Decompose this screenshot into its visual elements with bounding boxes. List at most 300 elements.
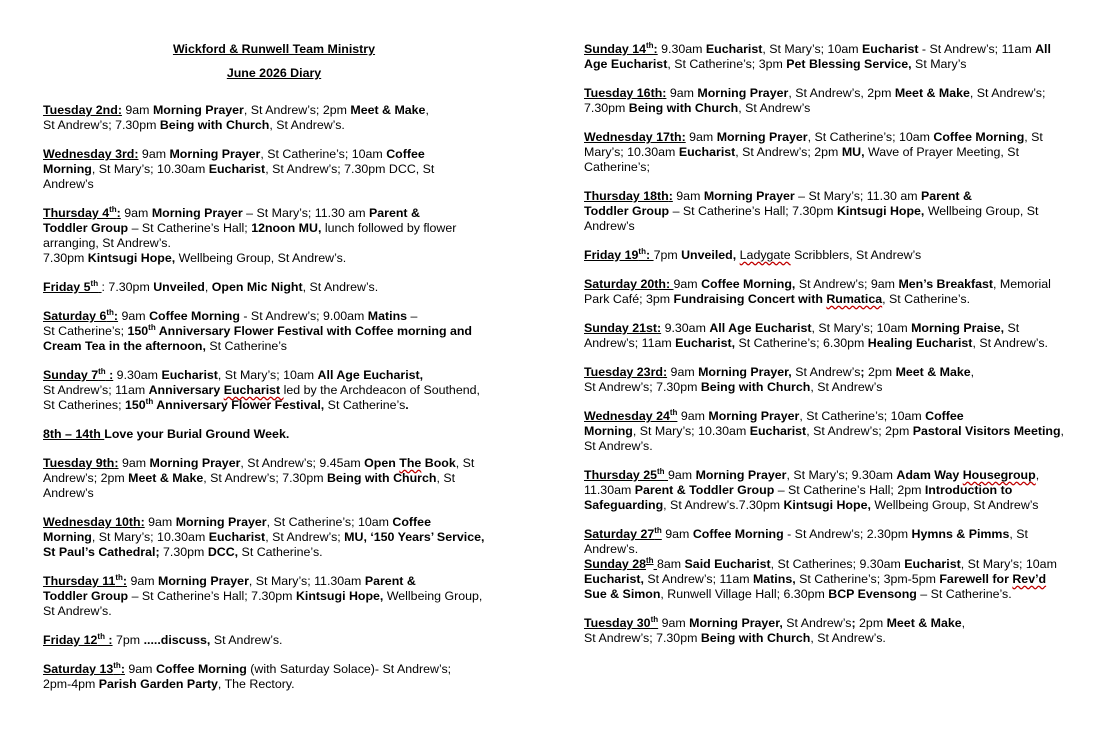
entry-text: , bbox=[425, 103, 429, 117]
entry-text: 9.30am bbox=[657, 42, 706, 56]
entry-text: – St Catherine’s Hall; bbox=[128, 221, 252, 235]
entry-day-heading: Saturday 20th: bbox=[584, 277, 674, 291]
entry-text: , St Mary’s; 10am bbox=[217, 368, 318, 382]
entry-text: 9am bbox=[127, 574, 159, 588]
entry-text: Open bbox=[364, 456, 400, 470]
entry-text: Being with Church bbox=[159, 118, 270, 132]
entry-text: St Catherine’s; 3pm-5pm bbox=[795, 572, 940, 586]
entry-text: Eucharist bbox=[161, 368, 218, 382]
entry-text: , St Catherine’s. bbox=[882, 292, 971, 306]
entry-day-heading: Saturday 27th bbox=[584, 525, 662, 541]
entry-day-heading: Friday 19th: bbox=[584, 246, 654, 262]
entry-text: , St Catherine’s; 10am bbox=[799, 409, 926, 423]
entry-text: (with Saturday Solace)- St Andrew’s; bbox=[246, 662, 452, 676]
entry-text: – St Catherine’s Hall; 7.30pm bbox=[128, 589, 296, 603]
entry-text: Andrew’s bbox=[584, 219, 635, 233]
entry-text: BCP Evensong bbox=[828, 587, 917, 601]
entry-text: St Mary’s bbox=[911, 57, 967, 71]
entry-text: Kintsugi Hope, bbox=[295, 589, 384, 603]
entry-text: Love your Burial Ground Week. bbox=[104, 427, 290, 441]
entry-text: St Catherine’s bbox=[324, 398, 406, 412]
entry-text: , St bbox=[1024, 130, 1043, 144]
entry-day-heading: Tuesday 16th: bbox=[584, 86, 667, 100]
entry-text: St Andrew’s; 11am bbox=[43, 383, 149, 397]
day-suffix: th bbox=[109, 204, 117, 214]
entry-text: All Age Eucharist, bbox=[317, 368, 424, 382]
entry-text: Parish Garden Party bbox=[98, 677, 218, 691]
entry-text: th bbox=[645, 555, 654, 565]
entry-day-heading: Wednesday 17th: bbox=[584, 130, 686, 144]
entry-text: , St Mary’s; 9.30am bbox=[786, 468, 897, 482]
left-column bbox=[43, 42, 505, 706]
entry-text: - St Andrew’s; 11am bbox=[918, 42, 1036, 56]
entry-text: Pet Blessing Service, bbox=[786, 57, 912, 71]
entry-text: , St Andrew’s; bbox=[265, 530, 345, 544]
entry-text: , St Catherine’s; 3pm bbox=[667, 57, 787, 71]
entry-text: , bbox=[961, 616, 966, 630]
entry-text: Morning Prayer bbox=[151, 206, 243, 220]
entry-text: , St Catherine’s; 10am bbox=[266, 515, 393, 529]
entry-text: Ladygate bbox=[739, 248, 791, 262]
entry-text: , St Andrew’s; bbox=[969, 86, 1046, 100]
entry-text: Meet & Make bbox=[350, 103, 426, 117]
entry-day-heading: Friday 12th : bbox=[43, 631, 113, 647]
entry-text: , The Rectory. bbox=[217, 677, 295, 691]
diary-entry bbox=[584, 248, 1076, 263]
entry-text: Coffee Morning bbox=[149, 309, 240, 323]
entry-text: Morning Prayer bbox=[697, 86, 789, 100]
day-suffix: th bbox=[90, 278, 99, 288]
entry-text: Coffee Morning bbox=[155, 662, 247, 676]
entry-text: Men’s Breakfast bbox=[898, 277, 994, 291]
diary-entry bbox=[584, 277, 1076, 307]
entry-text: St bbox=[1004, 321, 1020, 335]
entry-text: , St Andrew’s, 2pm bbox=[788, 86, 895, 100]
entry-text: Said Eucharist bbox=[684, 557, 771, 571]
diary-entry bbox=[43, 456, 505, 501]
entry-text: St Paul’s Cathedral; bbox=[43, 545, 160, 559]
entry-text: Morning bbox=[43, 162, 92, 176]
entry-text: Being with Church bbox=[628, 101, 739, 115]
entry-day-heading: Tuesday 30th bbox=[584, 614, 659, 630]
entry-text: Park Café; 3pm bbox=[584, 292, 674, 306]
entry-text: Meet & Make bbox=[886, 616, 962, 630]
entry-text: Fundraising Concert with bbox=[673, 292, 827, 306]
entry-day-heading: Thursday 18th: bbox=[584, 189, 673, 203]
entry-text: Matins, bbox=[752, 572, 796, 586]
right-entries bbox=[584, 42, 1076, 646]
entry-text: Being with Church bbox=[700, 631, 811, 645]
entry-text: Andrew’s; 11am bbox=[584, 336, 676, 350]
entry-text: Cream Tea in the afternoon, bbox=[43, 339, 206, 353]
entry-text: : 7.30pm bbox=[101, 280, 154, 294]
entry-text: – St Catherine’s Hall; 2pm bbox=[774, 483, 925, 497]
entry-text: 8am bbox=[657, 557, 685, 571]
entry-text: Rumatica bbox=[826, 292, 883, 306]
entry-text: , St Andrew’s; 2pm bbox=[243, 103, 351, 117]
entry-text: Age Eucharist bbox=[584, 57, 668, 71]
entry-text: St Catherine’s bbox=[205, 339, 287, 353]
entry-text: , Memorial bbox=[993, 277, 1051, 291]
entry-text: Scribblers, St Andrew’s bbox=[790, 248, 922, 262]
entry-text: 2pm bbox=[864, 365, 896, 379]
entry-text: Morning Prayer bbox=[703, 189, 795, 203]
entry-text: , St Andrew’s.7.30pm bbox=[663, 498, 784, 512]
right-column bbox=[584, 42, 1076, 660]
entry-text: 7.30pm bbox=[584, 101, 629, 115]
day-suffix: th bbox=[654, 525, 662, 535]
entry-text: Morning Prayer bbox=[169, 147, 261, 161]
entry-text: Eucharist, bbox=[584, 572, 644, 586]
entry-text: Hymns & Pimms bbox=[911, 527, 1010, 541]
entry-text: , St Catherine’s; 10am bbox=[807, 130, 934, 144]
entry-text: Andrew’s bbox=[43, 177, 94, 191]
entry-text: Coffee Morning bbox=[692, 527, 784, 541]
entry-text: .....discuss, bbox=[143, 633, 211, 647]
entry-text: . bbox=[405, 398, 409, 412]
entry-text: Andrew’s. bbox=[584, 542, 639, 556]
entry-text: Catherine’s; bbox=[584, 160, 650, 174]
entry-text: 2pm bbox=[855, 616, 887, 630]
entry-text: arranging, St Andrew’s. bbox=[43, 236, 171, 250]
entry-text: Parent & bbox=[921, 189, 972, 203]
entry-day-heading: Saturday 13th: bbox=[43, 660, 125, 676]
entry-text: Kintsugi Hope, bbox=[783, 498, 871, 512]
diary-entry bbox=[43, 662, 505, 692]
entry-text: Wellbeing Group, St Andrew’s bbox=[870, 498, 1039, 512]
entry-text: Morning bbox=[584, 424, 633, 438]
entry-text: , St Mary’s; 10.30am bbox=[91, 162, 209, 176]
entry-day-heading: Sunday 14th: bbox=[584, 40, 658, 56]
entry-text: Eucharist bbox=[208, 162, 266, 176]
document-subtitle: June 2026 Diary bbox=[226, 66, 322, 80]
entry-text: 9am bbox=[685, 130, 717, 144]
entry-text: Morning Prayer bbox=[152, 103, 244, 117]
entry-text: , bbox=[970, 365, 975, 379]
entry-text: Morning Prayer bbox=[708, 409, 800, 423]
entry-text: Parent & bbox=[368, 206, 420, 220]
diary-entry bbox=[584, 468, 1076, 513]
entry-day-heading: Friday 5th bbox=[43, 278, 99, 294]
entry-day-heading: Tuesday 9th: bbox=[43, 456, 119, 470]
entry-text: , St Andrew’s; 7.30pm bbox=[203, 471, 327, 485]
entry-text: , St Mary’s; 10am bbox=[960, 557, 1057, 571]
entry-text: led by the Archdeacon of Southend, bbox=[283, 383, 480, 397]
entry-day-heading: Tuesday 23rd: bbox=[584, 365, 668, 379]
diary-entry bbox=[43, 427, 505, 442]
entry-text: Anniversary Flower Festival with Coffee morning and bbox=[155, 324, 472, 338]
entry-day-heading: Tuesday 2nd: bbox=[43, 103, 122, 117]
entry-text: , St Mary’s; 10.30am bbox=[91, 530, 209, 544]
entry-text: Eucharist bbox=[749, 424, 807, 438]
day-suffix: th bbox=[645, 40, 654, 50]
entry-text: Being with Church bbox=[700, 380, 811, 394]
entry-text: , St Andrew’s; 7.30pm DCC, St bbox=[265, 162, 435, 176]
entry-text: Open Mic Night bbox=[211, 280, 303, 294]
entry-text: ; bbox=[851, 616, 856, 630]
left-entries bbox=[43, 103, 505, 692]
entry-text: 9am bbox=[118, 456, 150, 470]
entry-text: , St Andrew’s. bbox=[810, 631, 886, 645]
entry-text: Morning Prayer, bbox=[689, 616, 783, 630]
entry-text: Meet & Make bbox=[894, 86, 970, 100]
entry-text: th bbox=[148, 322, 156, 332]
entry-text: , St Andrew’s. bbox=[302, 280, 379, 294]
entry-text: Wave of Prayer Meeting, St bbox=[864, 145, 1020, 159]
entry-text: St Catherines; bbox=[43, 398, 125, 412]
entry-text: 9am bbox=[124, 662, 156, 676]
entry-text: Anniversary Flower Festival, bbox=[153, 398, 325, 412]
entry-text: Morning Prayer bbox=[695, 468, 787, 482]
entry-text: Kintsugi Hope, bbox=[87, 251, 176, 265]
entry-text: 9.30am bbox=[113, 368, 162, 382]
entry-text: Morning Prayer, bbox=[698, 365, 792, 379]
entry-text: Healing Eucharist bbox=[867, 336, 973, 350]
entry-text: Eucharist bbox=[904, 557, 961, 571]
diary-entry bbox=[43, 103, 505, 133]
entry-text: 9.30am bbox=[661, 321, 710, 335]
entry-text: 9am bbox=[673, 277, 702, 291]
entry-text: 9am bbox=[677, 409, 709, 423]
entry-text: St Catherine’s; bbox=[43, 324, 128, 338]
entry-text: Housegroup bbox=[962, 468, 1036, 482]
entry-day-heading: Wednesday 3rd: bbox=[43, 147, 139, 161]
entry-text: Wellbeing Group, St bbox=[924, 204, 1039, 218]
day-suffix: th bbox=[657, 466, 665, 476]
entry-text: ; bbox=[860, 365, 865, 379]
entry-text: – St Mary’s; 11.30 am bbox=[242, 206, 369, 220]
entry-text: All bbox=[1035, 42, 1051, 56]
entry-text: 7.30pm bbox=[159, 545, 208, 559]
entry-text: Kintsugi Hope, bbox=[836, 204, 925, 218]
entry-text: 9am bbox=[118, 309, 150, 323]
entry-text: All Age Eucharist bbox=[709, 321, 812, 335]
entry-text: Rev’d bbox=[1012, 572, 1047, 586]
day-suffix: th bbox=[115, 572, 123, 582]
entry-text: The bbox=[399, 456, 422, 470]
entry-text: – St Catherine’s Hall; 7.30pm bbox=[669, 204, 837, 218]
entry-text: Toddler Group bbox=[584, 204, 670, 218]
entry-text: , St bbox=[1009, 527, 1028, 541]
entry-day-heading: Thursday 4th: bbox=[43, 204, 121, 220]
entry-day-heading: Thursday 25th bbox=[584, 466, 665, 482]
entry-text: Unveiled bbox=[153, 280, 205, 294]
entry-text: St Catherine’s. bbox=[238, 545, 323, 559]
entry-text: Meet & Make bbox=[128, 471, 204, 485]
diary-entry bbox=[43, 309, 505, 354]
entry-text: Morning Prayer bbox=[175, 515, 267, 529]
diary-entry bbox=[584, 86, 1076, 116]
entry-text: , St Mary’s; 10.30am bbox=[632, 424, 750, 438]
diary-entry bbox=[43, 206, 505, 266]
entry-text: , St Mary’s; 11.30am bbox=[248, 574, 365, 588]
day-suffix: th bbox=[650, 614, 659, 624]
entry-text: Morning Praise, bbox=[911, 321, 1005, 335]
entry-text: DCC, bbox=[207, 545, 239, 559]
entry-text: St Andrew’s; 9am bbox=[795, 277, 899, 291]
entry-text: 8th – 14th bbox=[43, 427, 105, 441]
diary-entry bbox=[584, 409, 1076, 454]
entry-text: Farewell for bbox=[939, 572, 1013, 586]
entry-text: , St Andrew’s bbox=[738, 101, 811, 115]
entry-text: Mary’s; 10.30am bbox=[584, 145, 679, 159]
entry-text: Coffee bbox=[925, 409, 964, 423]
entry-text: 9am bbox=[672, 189, 704, 203]
entry-text: Toddler Group bbox=[43, 221, 129, 235]
entry-text: , St Andrew’s bbox=[810, 380, 883, 394]
entry-text: Eucharist, bbox=[675, 336, 736, 350]
entry-text: Morning bbox=[43, 530, 92, 544]
entry-day-heading: Sunday 7th : bbox=[43, 366, 114, 382]
entry-text: St Andrew’s; 7.30pm bbox=[43, 118, 160, 132]
entry-text: St Andrew’s; 7.30pm bbox=[584, 380, 701, 394]
entry-text: Wellbeing Group, St Andrew’s. bbox=[175, 251, 347, 265]
entry-text: 9am bbox=[661, 527, 693, 541]
diary-entry bbox=[43, 280, 505, 295]
entry-text: 9am bbox=[658, 616, 690, 630]
diary-entry bbox=[43, 147, 505, 192]
day-suffix: th bbox=[97, 631, 105, 641]
diary-entry bbox=[584, 321, 1076, 351]
diary-entry bbox=[584, 189, 1076, 234]
entry-text: 7pm bbox=[653, 248, 682, 262]
entry-text: Eucharist bbox=[862, 42, 919, 56]
entry-text: St Andrew’s. bbox=[584, 439, 653, 453]
entry-text: Coffee bbox=[386, 147, 425, 161]
entry-text: , St Mary’s; 10am bbox=[762, 42, 862, 56]
entry-text: 11.30am bbox=[584, 483, 635, 497]
entry-text: Being with Church bbox=[326, 471, 437, 485]
entry-text: 150 bbox=[127, 324, 149, 338]
entry-text: Eucharist bbox=[705, 42, 763, 56]
entry-text: 7pm bbox=[112, 633, 144, 647]
entry-text: Parent & Toddler Group bbox=[634, 483, 775, 497]
entry-text: , St Catherines; 9.30am bbox=[770, 557, 905, 571]
entry-text: , St Catherine’s; 10am bbox=[260, 147, 387, 161]
entry-text: Sue & Simon bbox=[584, 587, 661, 601]
diary-entry bbox=[584, 42, 1076, 72]
entry-text: , St Andrew’s; 9.45am bbox=[240, 456, 365, 470]
entry-text: – St Catherine’s. bbox=[916, 587, 1012, 601]
entry-text: th bbox=[145, 396, 154, 406]
entry-text: St Andrew’s. bbox=[43, 604, 112, 618]
entry-text: 12noon MU, bbox=[251, 221, 322, 235]
entry-text: 9am bbox=[120, 206, 152, 220]
entry-text: St Andrew’s bbox=[782, 616, 852, 630]
diary-entry bbox=[584, 616, 1076, 646]
entry-text: Safeguarding bbox=[584, 498, 664, 512]
entry-text: Adam Way bbox=[896, 468, 963, 482]
entry-text: Morning Prayer bbox=[149, 456, 241, 470]
diary-entry bbox=[43, 515, 505, 560]
entry-text: Sunday 28 bbox=[584, 557, 646, 571]
entry-text: 7.30pm bbox=[43, 251, 88, 265]
entry-text: 9am bbox=[138, 147, 170, 161]
entry-text: , St Andrew’s; 2pm bbox=[806, 424, 913, 438]
entry-text: Parent & bbox=[364, 574, 416, 588]
diary-entry bbox=[43, 368, 505, 413]
day-suffix: th bbox=[98, 366, 106, 376]
entry-text: St Catherine’s; 6.30pm bbox=[735, 336, 868, 350]
document-title: Wickford & Runwell Team Ministry bbox=[172, 42, 376, 56]
entry-text: St Andrew’s. bbox=[210, 633, 283, 647]
entry-text: - St Andrew’s; 2.30pm bbox=[783, 527, 912, 541]
entry-text: Meet & Make bbox=[895, 365, 971, 379]
entry-text: Eucharist bbox=[223, 383, 284, 397]
entry-text: Toddler Group bbox=[43, 589, 129, 603]
entry-text: , St Mary’s; 10am bbox=[811, 321, 912, 335]
day-suffix: th bbox=[106, 307, 114, 317]
day-suffix: th bbox=[638, 246, 646, 256]
diary-entry bbox=[43, 574, 505, 619]
entry-day-heading: Sunday 21st: bbox=[584, 321, 662, 335]
entry-text: Unveiled, bbox=[681, 248, 737, 262]
entry-text: Morning Prayer bbox=[158, 574, 249, 588]
entry-text: St Andrew’s; 7.30pm bbox=[584, 631, 701, 645]
entry-text: Coffee Morning, bbox=[701, 277, 796, 291]
diary-entry bbox=[584, 365, 1076, 395]
entry-text: , bbox=[1035, 468, 1040, 482]
entry-text: 9am bbox=[668, 468, 696, 482]
entry-text: 9am bbox=[666, 86, 698, 100]
day-suffix: th bbox=[113, 660, 121, 670]
entry-text: Morning Prayer bbox=[716, 130, 808, 144]
entry-text: , bbox=[204, 280, 212, 294]
entry-text: , St Andrew’s. bbox=[972, 336, 1048, 350]
entry-text: St Andrew’s; 11am bbox=[643, 572, 753, 586]
entry-text: , St Andrew’s. bbox=[269, 118, 345, 132]
entry-text: Anniversary bbox=[148, 383, 224, 397]
entry-text: Wellbeing Group, bbox=[383, 589, 483, 603]
entry-text: 150 bbox=[124, 398, 146, 412]
entry-text: - St Andrew’s; 9.00am bbox=[239, 309, 368, 323]
entry-text: MU, ‘150 Years’ Service, bbox=[344, 530, 485, 544]
entry-text: Coffee bbox=[392, 515, 431, 529]
entry-day-heading: Saturday 6th: bbox=[43, 307, 119, 323]
day-suffix: th bbox=[669, 407, 678, 417]
entry-text: Matins bbox=[367, 309, 408, 323]
entry-text: , Runwell Village Hall; 6.30pm bbox=[660, 587, 829, 601]
entry-text: St Andrew’s bbox=[791, 365, 861, 379]
entry-text: lunch followed by flower bbox=[321, 221, 457, 235]
entry-text: – St Mary’s; 11.30 am bbox=[794, 189, 921, 203]
entry-text: , bbox=[1060, 424, 1064, 438]
entry-text: 2pm-4pm bbox=[43, 677, 99, 691]
entry-text: Eucharist bbox=[208, 530, 266, 544]
diary-entry bbox=[584, 527, 1076, 602]
entry-text: , St bbox=[436, 471, 456, 485]
entry-text: Coffee Morning bbox=[933, 130, 1025, 144]
entry-text: Introduction to bbox=[924, 483, 1013, 497]
entry-text: Eucharist bbox=[678, 145, 736, 159]
diary-entry bbox=[584, 130, 1076, 175]
entry-day-heading: Wednesday 10th: bbox=[43, 515, 145, 529]
entry-text: MU, bbox=[841, 145, 865, 159]
entry-text: 9am bbox=[121, 103, 153, 117]
entry-text: , St bbox=[455, 456, 475, 470]
entry-text: – bbox=[407, 309, 418, 323]
diary-entry bbox=[43, 633, 505, 648]
entry-text: Pastoral Visitors Meeting bbox=[912, 424, 1061, 438]
entry-text: , St Andrew’s; 2pm bbox=[735, 145, 842, 159]
entry-day-heading: Wednesday 24th bbox=[584, 407, 678, 423]
entry-day-heading: Thursday 11th: bbox=[43, 572, 128, 588]
entry-text: Andrew’s; 2pm bbox=[43, 471, 129, 485]
entry-text: Book bbox=[421, 456, 456, 470]
entry-text: Andrew’s bbox=[43, 486, 94, 500]
entry-text: 9am bbox=[144, 515, 176, 529]
entry-text: 9am bbox=[667, 365, 699, 379]
